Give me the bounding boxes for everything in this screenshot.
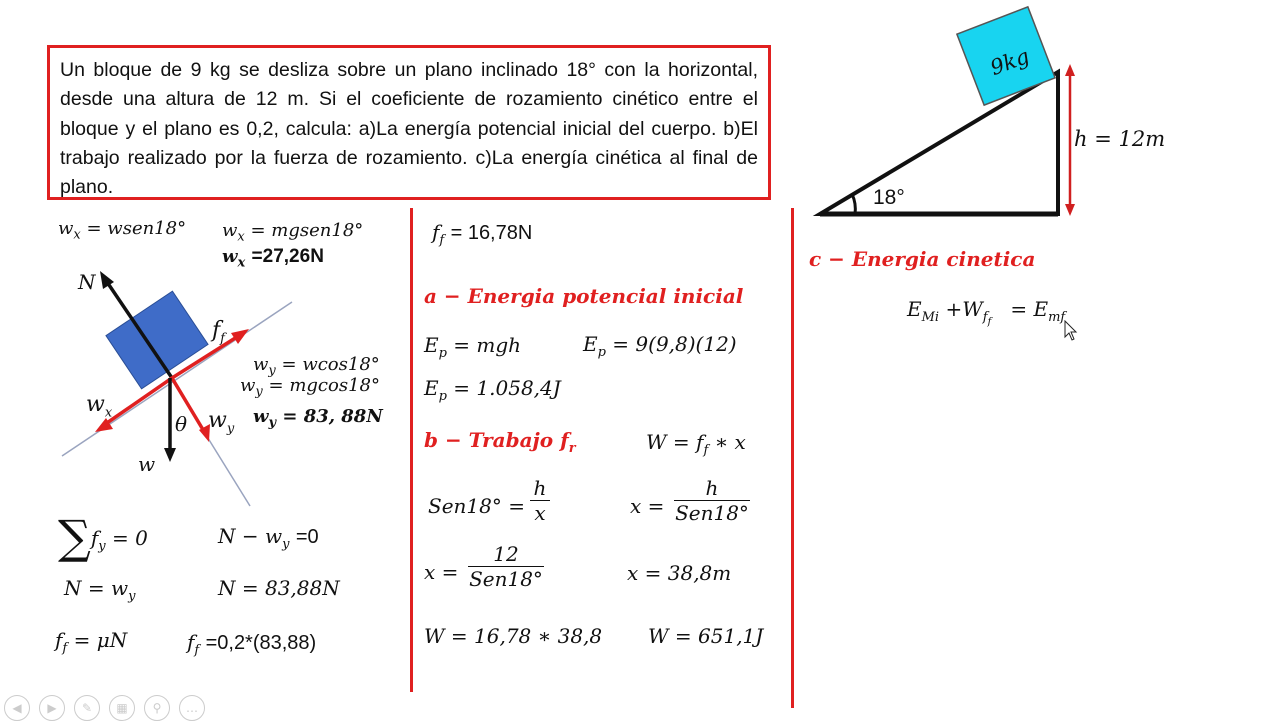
fbd-n-label: N (78, 270, 96, 294)
ramp-triangle (820, 72, 1058, 214)
fbd-wy-label: $w_y$ (208, 408, 235, 437)
fbd-wy-sub: y (226, 421, 235, 437)
wx-value: $w_x =27,26N$ (222, 246, 324, 271)
wy-m: $w_y = mgcos18^\circ$ (240, 375, 380, 400)
block-label: 9kg (987, 43, 1033, 81)
section-c-title: c − Energia cinetica (809, 247, 1036, 271)
ramp-angle-label: 18° (873, 186, 905, 209)
pen-icon[interactable]: ✎ (74, 695, 100, 721)
prev-icon[interactable]: ◀ (4, 695, 30, 721)
height-label: h = 12m (1074, 127, 1166, 151)
wy-value: $w_y = 83$, 88N (253, 406, 383, 431)
zoom-icon[interactable]: ⚲ (144, 695, 170, 721)
wy-def: $w_y = wcos18^\circ$ (253, 354, 380, 379)
fraction-h-over-sen: h Sen18° (675, 476, 749, 525)
fraction-12-over-sen: 12 Sen18° (469, 542, 543, 591)
x-lhs-1: x = (630, 494, 665, 518)
fbd-theta-label: θ (175, 412, 188, 436)
divider-left (410, 208, 413, 692)
problem-statement (47, 45, 771, 200)
presentation-toolbar (4, 695, 214, 721)
work-formula: $W = f_f$ ∗ x (646, 430, 746, 458)
fbd-wx-label: $w_x$ (86, 392, 113, 421)
n-value: N = 83,88N (218, 576, 340, 600)
problem-text: Un bloque de 9 kg se desliza sobre un plano inclinado 18° con la horizontal, desde una altura de 12 m. Si el coeficiente de rozamiento cinético entre el bloque y el plano es 0,2, calcula: a)La energía potencial inicial del cuerpo. b)El trabajo realizado por la fuerza de rozamiento. c)La energía cinética al final de plano. (60, 59, 758, 199)
ramp-diagram (800, 0, 1200, 230)
fbd-w-label: w (138, 452, 156, 476)
n-minus-wy: $N - w_y =0$ (218, 524, 319, 552)
ff-numeric: $f_f =0,2*(83,88)$ (187, 630, 317, 658)
divider-right (791, 208, 794, 708)
ep-value: $E_p = 1.058,4J$ (424, 376, 561, 404)
work-value: W = 651,1J (648, 624, 764, 648)
slides-icon[interactable]: ▦ (109, 695, 135, 721)
ep-formula: $E_p$ = mgh (424, 333, 522, 361)
wx-arrow (104, 378, 172, 425)
x-lhs-2: x = (424, 560, 459, 584)
section-a-title: a − Energia potencial inicial (424, 284, 744, 308)
angle-arc (852, 194, 855, 214)
fbd-wx-sub: x (104, 405, 113, 421)
ep-substitution: $E_p = 9(9,8)(12)$ (583, 332, 737, 360)
fraction-h-over-x: $\frac{h}{x}$ (530, 476, 550, 525)
work-calc: W = 16,78 ∗ 38,8 (424, 624, 603, 648)
fbd-ff-label: $f_f$ (212, 318, 225, 347)
wx-m: $w_x$ = mgsen18° (222, 220, 364, 245)
ff-mu: $f_f = \mu N$ (55, 628, 128, 656)
next-icon[interactable]: ▶ (39, 695, 65, 721)
fbd-ff-sub: f (220, 331, 225, 347)
section-b-title: b − Trabajo $f_r$ (424, 428, 576, 456)
wx-def: $w_x$ = wsen18° (58, 218, 187, 243)
sen-lhs: Sen18° = (428, 494, 525, 518)
energy-balance: $E_{Mi} +W_{f_f} = E_{mf}$ (907, 297, 1066, 328)
more-icon[interactable]: … (179, 695, 205, 721)
ff-value: $f_f = 16,78N$ (432, 220, 533, 248)
mouse-cursor (1064, 320, 1078, 342)
n-equals-wy: $N = w_y$ (64, 576, 136, 604)
x-value: x = 38,8m (627, 561, 732, 585)
sum-fy: $\sum f_y = 0$ (58, 510, 148, 564)
